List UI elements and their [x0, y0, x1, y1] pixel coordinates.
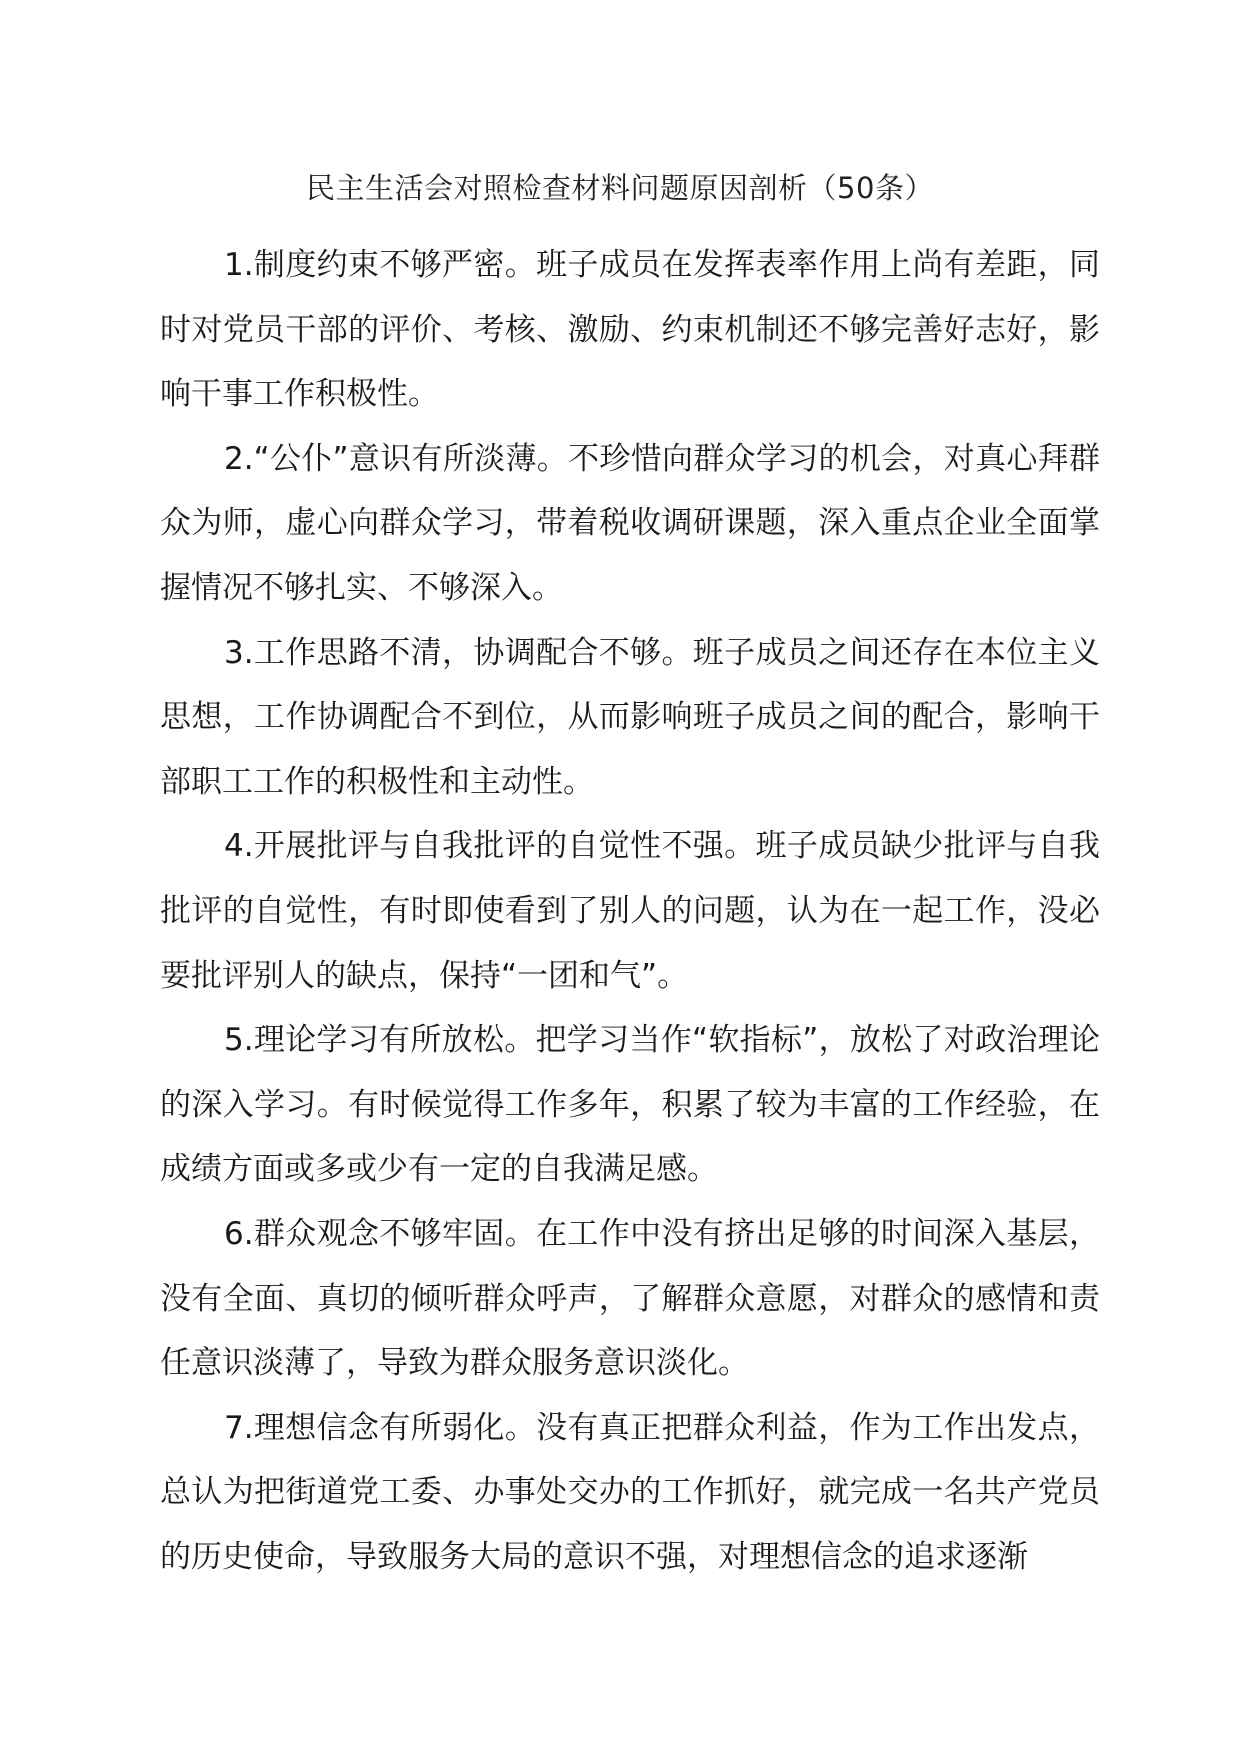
paragraph-5: 5.理论学习有所放松。把学习当作“软指标”，放松了对政治理论的深入学习。有时候觉得工作多年，积累了较为丰富的工作经验，在成绩方面或多或少有一定的自我满足感。	[160, 1022, 1100, 1188]
paragraph-1: 1.制度约束不够严密。班子成员在发挥表率作用上尚有差距，同时对党员干部的评价、考核、激励、约束机制还不够完善好志好，影响干事工作积极性。	[160, 247, 1100, 413]
paragraph-7: 7.理想信念有所弱化。没有真正把群众利益，作为工作出发点，总认为把街道党工委、办事处交办的工作抓好，就完成一名共产党员的历史使命，导致服务大局的意识不强，对理想信念的追求逐渐	[160, 1409, 1100, 1575]
paragraph-6: 6.群众观念不够牢固。在工作中没有挤出足够的时间深入基层，没有全面、真切的倾听群众呼声，了解群众意愿，对群众的感情和责任意识淡薄了，导致为群众服务意识淡化。	[160, 1215, 1100, 1382]
document-title: 民主生活会对照检查材料问题原因剖析（50条）	[306, 171, 934, 205]
document-body	[160, 233, 1100, 1589]
paragraph-3: 3.工作思路不清，协调配合不够。班子成员之间还存在本位主义思想，工作协调配合不到位，从而影响班子成员之间的配合，影响干部职工工作的积极性和主动性。	[160, 634, 1100, 800]
paragraph-4: 4.开展批评与自我批评的自觉性不强。班子成员缺少批评与自我批评的自觉性，有时即使看到了别人的问题，认为在一起工作，没必要批评别人的缺点，保持“一团和气”。	[160, 828, 1100, 994]
paragraph-2: 2.“公仆”意识有所淡薄。不珍惜向群众学习的机会，对真心拜群众为师，虚心向群众学习，带着税收调研课题，深入重点企业全面掌握情况不够扎实、不够深入。	[160, 440, 1100, 606]
